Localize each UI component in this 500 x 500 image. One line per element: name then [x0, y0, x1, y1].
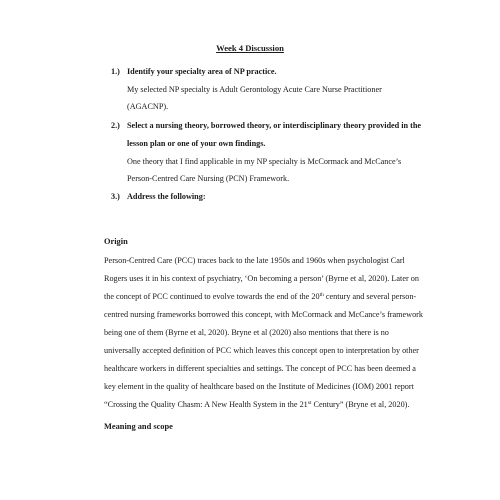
origin-line-9: [104, 400, 409, 409]
question-3-text: Address the following:: [127, 192, 206, 201]
origin-line-1: Person-Centred Care (PCC) traces back to the late 1950s and 1960s when psychologist Carl: [104, 256, 405, 265]
document-title: Week 4 Discussion: [216, 43, 284, 53]
origin-line-9-pre: “Crossing the Quality Chasm: A New Health System in the 21: [104, 400, 308, 409]
origin-line-2: Rogers uses it in his context of psychiatry, ‘On becoming a person’ (Byrne et al, 2020). Later on: [104, 274, 419, 283]
question-3-number: 3.): [111, 192, 120, 201]
origin-line-6: universally accepted definition of PCC which leaves this concept open to interpretation by other: [104, 346, 419, 355]
origin-line-3-pre: the concept of PCC continued to evolve towards the end of the 20: [104, 292, 320, 301]
origin-line-5: being one of them (Byrne et al, 2020). Bryne et al (2020) also mentions that there is no: [104, 328, 389, 337]
answer-2-line-1: One theory that I find applicable in my NP specialty is McCormack and McCance’s: [127, 157, 402, 166]
origin-line-7: healthcare workers in different specialties and settings. The concept of PCC has been deemed a: [104, 364, 416, 373]
answer-1-line-1: My selected NP specialty is Adult Gerontology Acute Care Nurse Practitioner: [127, 85, 382, 94]
question-2-text-line-1: Select a nursing theory, borrowed theory, or interdisciplinary theory provided in the: [127, 121, 422, 130]
answer-1-line-2: (AGACNP).: [127, 102, 169, 111]
origin-line-9-post: Century” (Bryne et al, 2020).: [311, 400, 410, 409]
question-1-text: Identify your specialty area of NP practice.: [127, 67, 277, 76]
meaning-heading: Meaning and scope: [104, 422, 173, 431]
origin-line-3-sup: th: [319, 292, 324, 298]
question-2-number: 2.): [111, 121, 120, 130]
origin-line-9-sup: st: [307, 400, 312, 406]
answer-2-line-2: Person-Centred Care Nursing (PCN) Framework.: [127, 174, 290, 183]
origin-line-3-post: century and several person-: [323, 292, 417, 301]
origin-line-3: [104, 292, 416, 301]
question-2-text-line-2: lesson plan or one of your own findings.: [127, 139, 266, 148]
origin-line-4: centred nursing frameworks borrowed this concept, with McCormack and McCance’s framework: [104, 310, 423, 319]
origin-heading: Origin: [104, 237, 128, 246]
question-1-number: 1.): [111, 67, 120, 76]
origin-line-8: key element in the quality of healthcare based on the Institute of Medicines (IOM) 2001 report: [104, 382, 414, 391]
